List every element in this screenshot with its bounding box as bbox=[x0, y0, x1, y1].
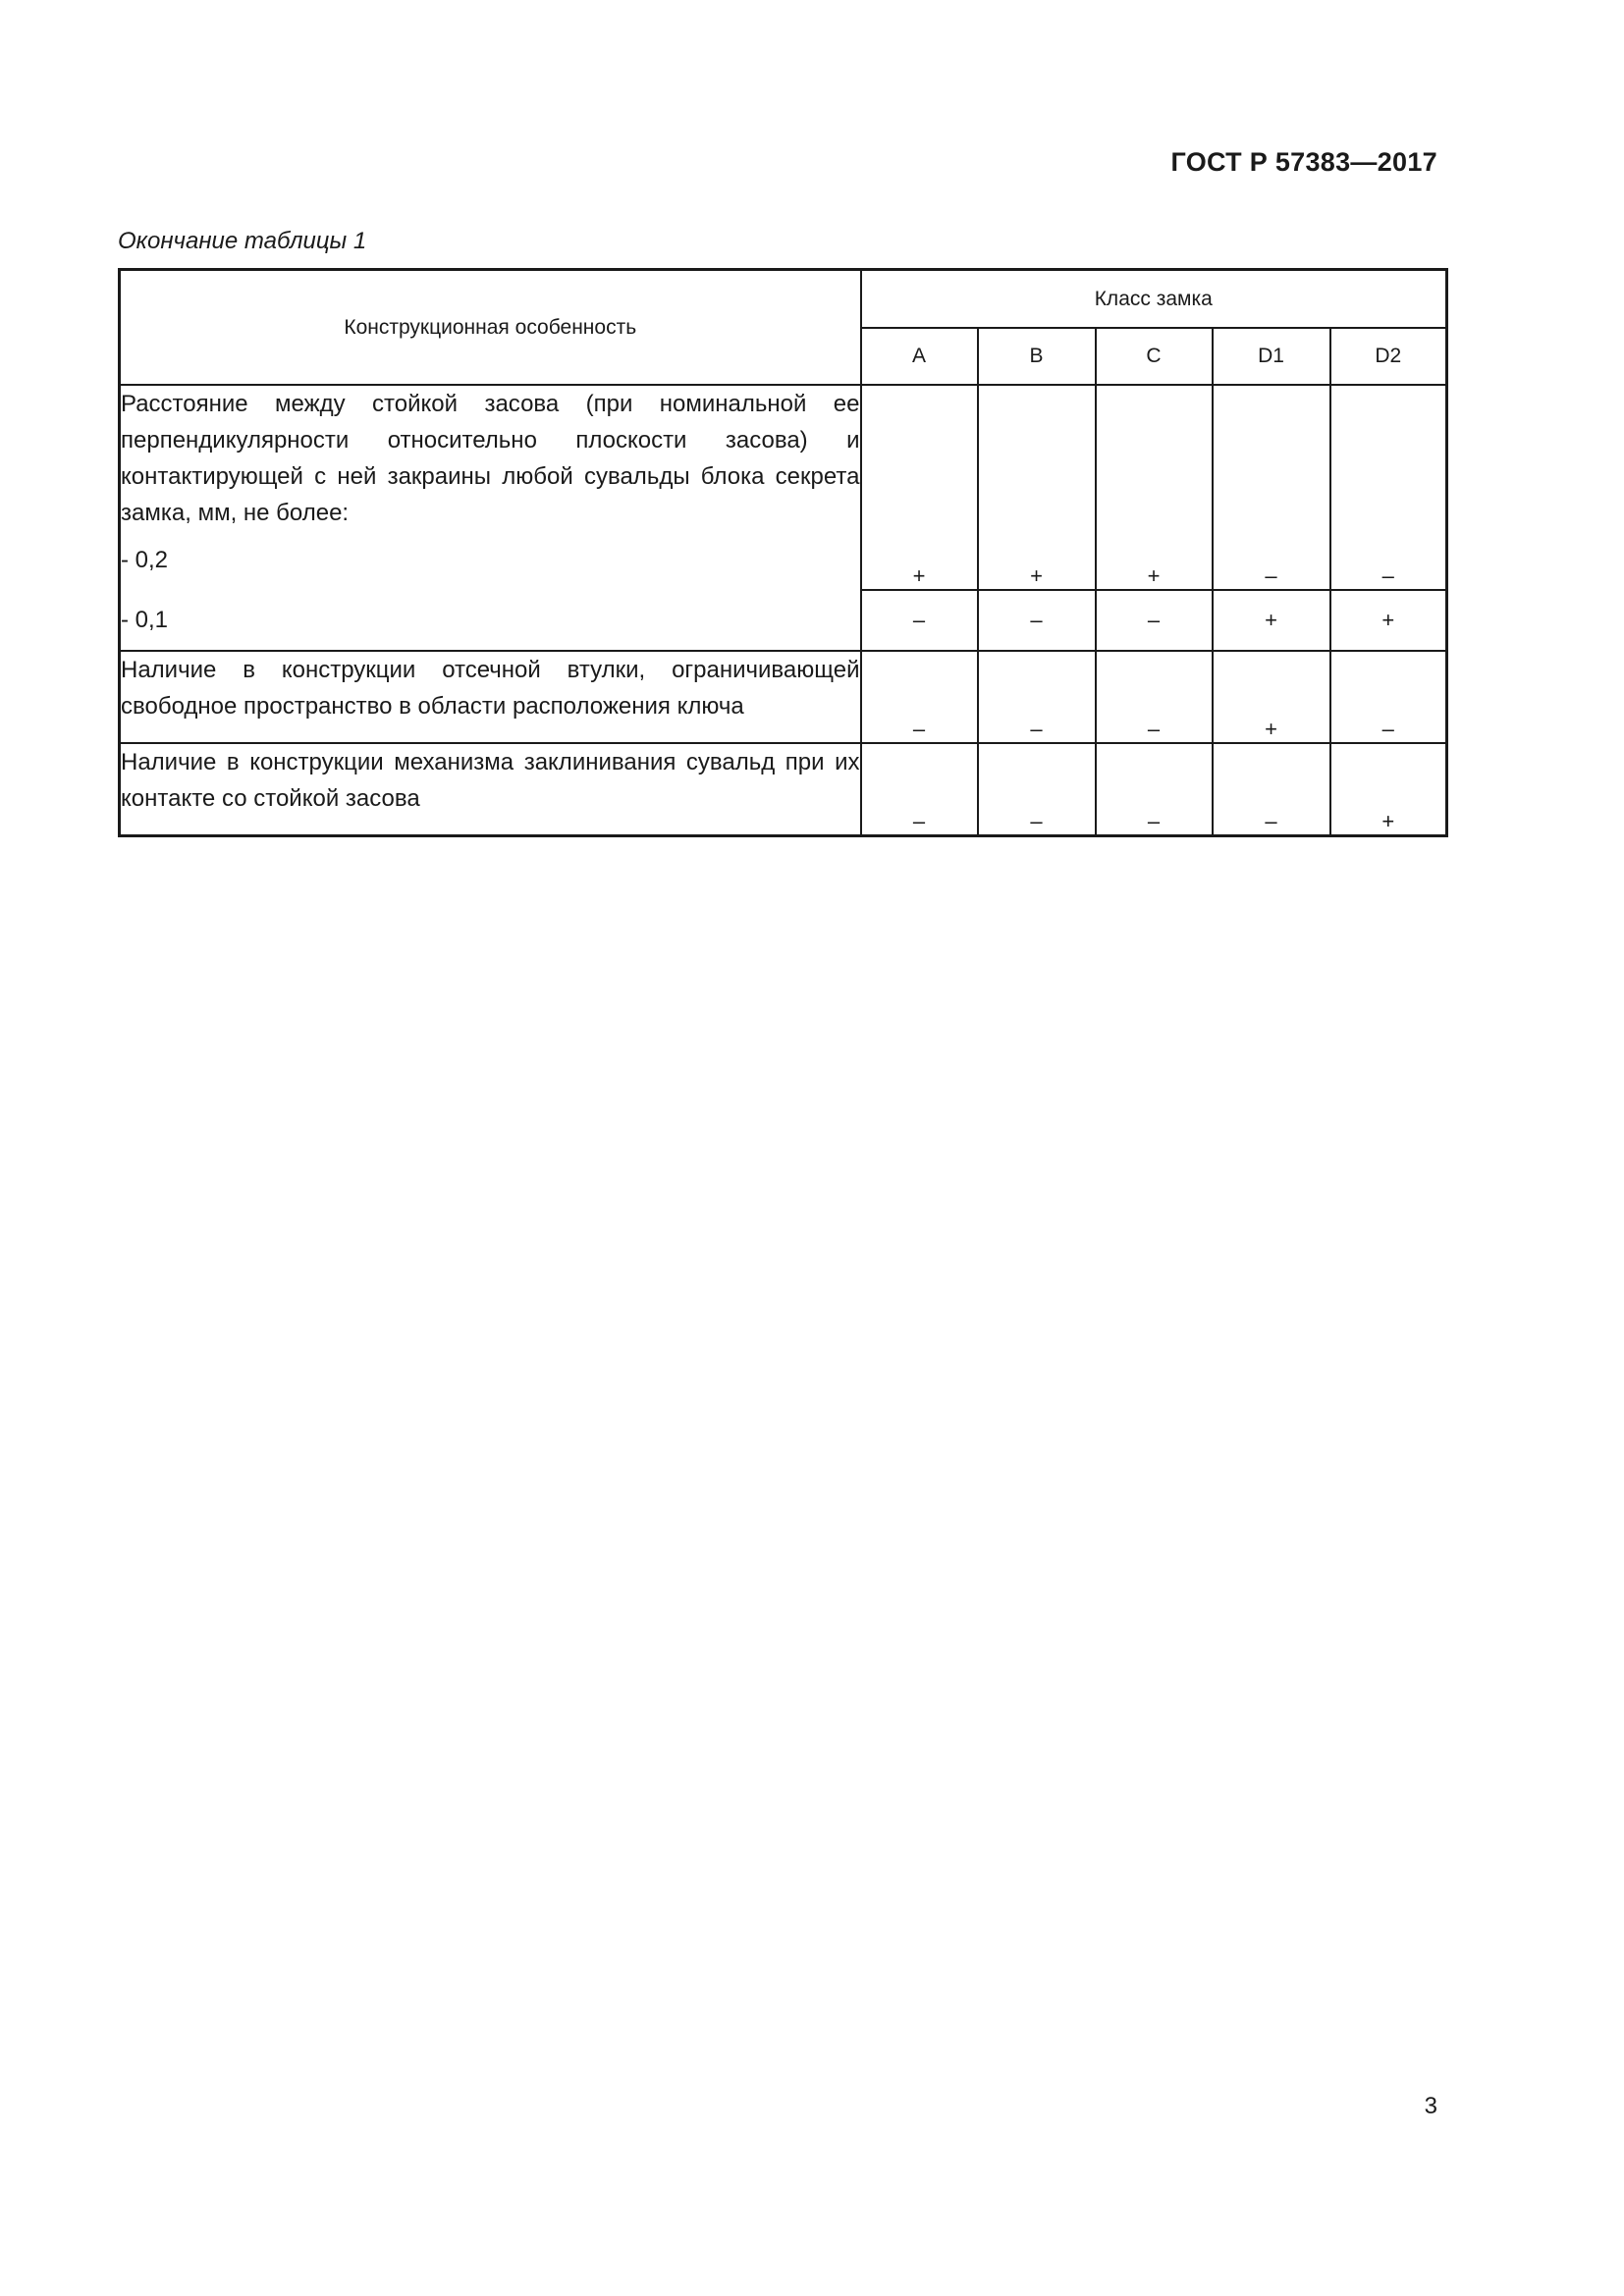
table-caption: Окончание таблицы 1 bbox=[118, 228, 367, 254]
requirements-table bbox=[118, 268, 1448, 837]
table-cell: – bbox=[978, 651, 1096, 743]
table-cell: + bbox=[1330, 590, 1447, 651]
table-cell: – bbox=[978, 743, 1096, 835]
table-row bbox=[120, 590, 1447, 651]
column-header-d2: D2 bbox=[1330, 328, 1447, 385]
sub-item-label: - 0,1 bbox=[120, 590, 861, 651]
column-header-c: C bbox=[1096, 328, 1213, 385]
column-header-b: B bbox=[978, 328, 1096, 385]
table-cell: – bbox=[1330, 385, 1447, 590]
table-cell: + bbox=[1330, 743, 1447, 835]
table-cell: + bbox=[1213, 590, 1330, 651]
table-cell: – bbox=[861, 590, 978, 651]
table-cell: + bbox=[1096, 385, 1213, 590]
row-description: Наличие в конструкции механизма заклинивания сувальд при их контакте со стойкой засова bbox=[120, 743, 861, 835]
table-cell: – bbox=[1096, 743, 1213, 835]
table-cell: + bbox=[1213, 651, 1330, 743]
table-cell: – bbox=[1213, 385, 1330, 590]
table-cell: – bbox=[861, 743, 978, 835]
table-row bbox=[120, 743, 1447, 835]
table-row bbox=[120, 651, 1447, 743]
row-text: Расстояние между стойкой засова (при номинальной ее перпендикулярности относительно плоскости засова) и контактирующей с ней закраины любой сувальды блока секрета замка, мм, не более: bbox=[121, 391, 860, 526]
table-cell: – bbox=[978, 590, 1096, 651]
column-header-d1: D1 bbox=[1213, 328, 1330, 385]
row-description bbox=[120, 385, 861, 590]
table-row bbox=[120, 385, 1447, 590]
table-cell: + bbox=[978, 385, 1096, 590]
table-cell: + bbox=[861, 385, 978, 590]
document-code: ГОСТ Р 57383—2017 bbox=[1170, 147, 1437, 177]
table-cell: – bbox=[1096, 651, 1213, 743]
feature-column-header: Конструкционная особенность bbox=[120, 270, 861, 386]
row-description: Наличие в конструкции отсечной втулки, ограничивающей свободное пространство в области расположения ключа bbox=[120, 651, 861, 743]
sub-item-label: - 0,2 bbox=[121, 547, 169, 573]
lock-class-header: Класс замка bbox=[861, 270, 1447, 329]
table-cell: – bbox=[1096, 590, 1213, 651]
table-cell: – bbox=[1330, 651, 1447, 743]
table-cell: – bbox=[861, 651, 978, 743]
page-number: 3 bbox=[1424, 2093, 1437, 2119]
column-header-a: A bbox=[861, 328, 978, 385]
table-cell: – bbox=[1213, 743, 1330, 835]
